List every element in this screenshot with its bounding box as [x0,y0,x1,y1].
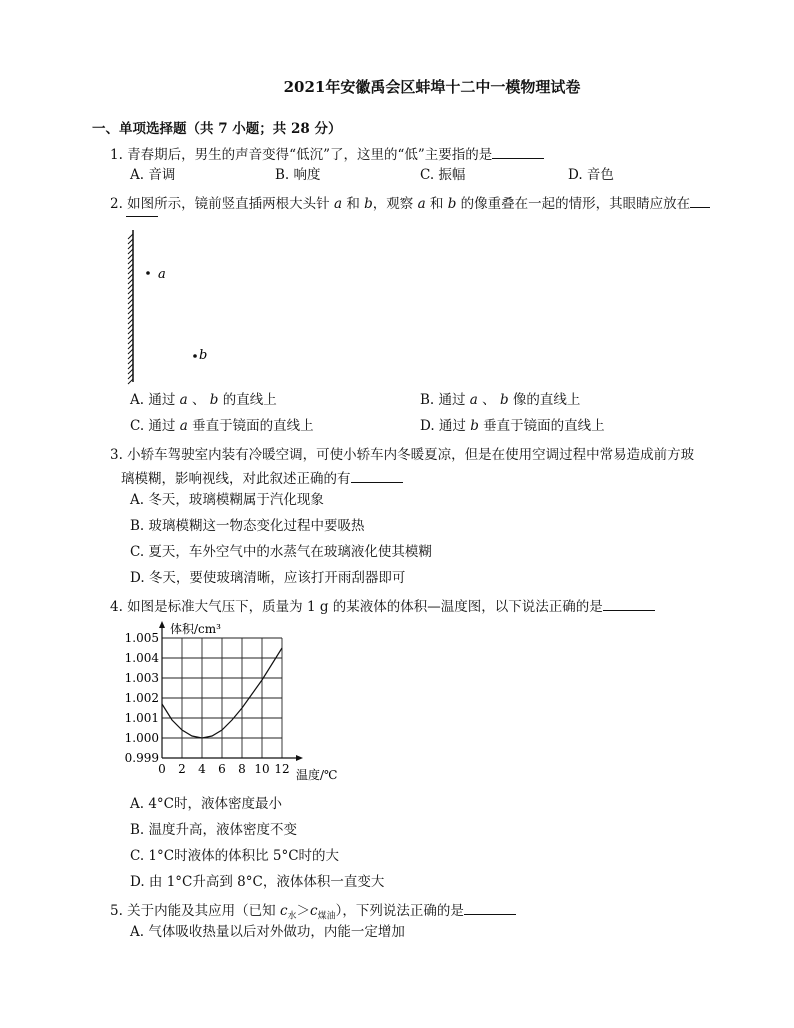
question-2 [110,192,710,212]
opt-text: 像的直线上 [508,392,581,408]
opt-text: 、 [477,392,500,408]
sub-kerosene: 煤油 [317,911,336,922]
y-tick-label: 1.005 [124,631,159,645]
pin-b-text: b [199,348,208,363]
q4-option-b: B. 温度升高，液体密度不变 [130,822,298,838]
y-tick-label: 0.999 [124,751,159,765]
q3-option-c: C. 夏天，车外空气中的水蒸气在玻璃液化使其模糊 [130,544,432,560]
x-tick-label: 4 [198,762,206,776]
q1-option-a: A. 音调 [130,167,176,183]
stem-text: 的像重叠在一起的情形，其眼睛应放在 [456,196,691,212]
opt-text: B. 通过 [420,392,470,408]
stem-text: 和 [425,196,448,212]
y-axis-label: 体积/cm³ [170,622,221,636]
opt-text: C. 通过 [130,418,180,434]
opt-text: 、 [187,392,210,408]
section-heading: 一、单项选择题（共 7 小题；共 28 分） [92,121,342,137]
opt-var: a [469,392,478,408]
opt-text: D. 通过 [420,418,471,434]
q1-option-c: C. 振幅 [420,167,466,183]
chart-axes [159,621,303,761]
q4-option-c: C. 1°C时液体的体积比 5°C时的大 [130,848,340,864]
x-tick-label: 6 [218,762,226,776]
q4-option-d: D. 由 1°C升高到 8°C，液体体积一直变大 [130,874,385,890]
q5-option-a: A. 气体吸收热量以后对外做功，内能一定增加 [130,924,405,940]
q2-option-a [130,388,277,408]
x-tick-labels [158,762,289,776]
x-tick-label: 8 [238,762,246,776]
x-tick-label: 12 [274,762,290,776]
answer-blank [690,195,710,208]
x-tick-label: 0 [158,762,166,776]
answer-blank [603,598,655,611]
question-3-line-1: 3. 小轿车驾驶室内装有冷暖空调，可使小轿车内冬暖夏凉，但是在使用空调过程中常易造成前方玻 [110,447,695,463]
opt-var: b [499,392,509,408]
opt-text: 的直线上 [218,392,277,408]
opt-var: a [179,392,188,408]
page-title: 2021年安徽禹会区蚌埠十二中一模物理试卷 [283,78,581,96]
pin-a-label: a [333,196,343,212]
answer-blank [464,902,516,915]
stem-text: ），下列说法正确的是 [335,903,464,919]
y-tick-label: 1.002 [124,691,159,705]
c-symbol: c [310,903,318,919]
q2-option-d [420,414,605,434]
y-tick-label: 1.000 [124,731,159,745]
q3-option-a: A. 冬天，玻璃模糊属于汽化现象 [130,492,324,508]
chart-grid [162,638,282,758]
q1-option-d: D. 音色 [568,167,614,183]
question-1-stem: 1. 青春期后，男生的声音变得“低沉”了，这里的“低”主要指的是 [110,147,493,163]
pin-a-dot [146,271,150,275]
q1-option-b: B. 响度 [275,167,321,183]
q2-option-b [420,388,580,408]
y-tick-label: 1.004 [124,651,159,665]
answer-blank-continued [126,216,158,217]
opt-text: A. 通过 [130,392,180,408]
stem-text: 璃模糊，影响视线，对此叙述正确的有 [121,471,351,487]
opt-var: a [179,418,188,434]
answer-blank [492,146,544,159]
mirror-figure [120,226,240,386]
q3-option-d: D. 冬天，要使玻璃清晰，应该打开雨刮器即可 [130,570,406,586]
pin-a-label: a [417,196,426,212]
stem-text: 和 [342,196,365,212]
question-4 [110,595,655,615]
y-tick-label: 1.003 [124,671,159,685]
q4-option-a: A. 4°C时，液体密度最小 [130,796,282,812]
y-tick-labels [125,631,160,765]
gt-sign: ＞ [296,903,311,919]
question-2-stem: 2. 如图所示，镜前竖直插两根大头针 [110,196,334,212]
opt-var: b [470,418,479,434]
question-4-stem: 4. 如图是标准大气压下，质量为 1 g 的某液体的体积—温度图，以下说法正确的是 [110,599,603,615]
question-3-line-2 [121,467,403,487]
q2-option-c [130,414,314,434]
q3-option-b: B. 玻璃模糊这一物态变化过程中要吸热 [130,518,365,534]
y-axis-arrow [159,621,165,628]
x-tick-label: 10 [254,762,270,776]
stem-text: ，观察 [372,196,418,212]
sub-water: 水 [287,911,297,922]
x-tick-label: 2 [178,762,186,776]
question-1 [110,143,544,163]
c-symbol: c [279,903,288,919]
x-axis-arrow [296,755,303,761]
opt-text: 垂直于镜面的直线上 [478,418,605,434]
question-5-stem: 5. 关于内能及其应用（已知 [110,903,280,919]
y-tick-label: 1.001 [124,711,159,725]
pin-a-text: a [158,267,166,282]
x-axis-label: 温度/℃ [296,768,338,782]
volume-temperature-chart [118,616,348,788]
pin-b-dot [193,354,197,358]
question-5 [110,899,516,922]
pin-b-label: b [447,196,457,212]
opt-text: 垂直于镜面的直线上 [187,418,314,434]
opt-var: b [209,392,219,408]
pin-b-label: b [364,196,373,212]
answer-blank [351,470,403,483]
